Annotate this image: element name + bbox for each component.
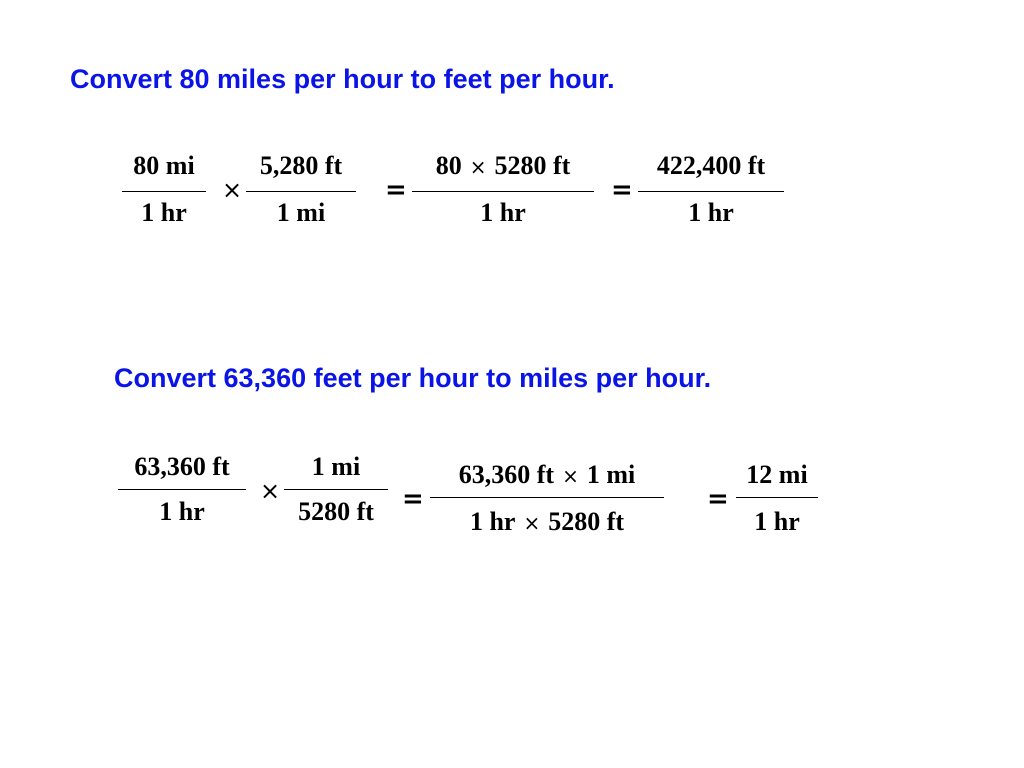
p2-frac1-denominator: 1 hr <box>159 497 205 526</box>
p1-frac1-bar <box>122 191 206 192</box>
p1-frac2-numerator: 5,280 ft <box>259 151 343 180</box>
p1-frac4-numerator: 422,400 ft <box>656 151 766 180</box>
p1-equals-sign-1: = <box>385 175 407 205</box>
p1-fraction-result <box>638 151 784 233</box>
p1-multiply-sign: × <box>222 176 243 204</box>
p2-frac3-num-times-sign: × <box>562 464 579 488</box>
p1-frac3-times-sign: × <box>469 155 487 179</box>
p1-frac2-bar <box>246 191 356 192</box>
p2-frac2-denominator: 5280 ft <box>298 497 374 526</box>
problem1-heading: Convert 80 miles per hour to feet per hour. <box>70 64 615 94</box>
p2-frac2-bar <box>284 489 388 490</box>
p1-frac3-denominator: 1 hr <box>480 198 526 227</box>
p1-frac3-bar <box>412 191 594 192</box>
p2-frac3-denominator <box>430 507 664 538</box>
p2-fraction-result <box>736 460 818 542</box>
p1-frac1-numerator: 80 mi <box>133 151 195 180</box>
p2-equals-sign-2: = <box>707 484 729 514</box>
p2-frac3-bar <box>430 497 664 498</box>
p2-frac3-num-factor-a: 63,360 ft <box>458 460 555 489</box>
p2-fraction-miles-per-feet <box>284 452 388 534</box>
p2-frac4-bar <box>736 497 818 498</box>
p1-frac1-denominator: 1 hr <box>141 198 187 227</box>
problem2-heading: Convert 63,360 feet per hour to miles per hour. <box>114 363 712 393</box>
p2-frac3-den-factor-b: 5280 ft <box>548 507 625 536</box>
p2-fraction-feet-per-hour <box>118 452 246 534</box>
p1-frac3-factor-b: 5280 ft <box>494 151 571 180</box>
p1-fraction-miles-per-hour <box>122 151 206 233</box>
p1-frac2-denominator: 1 mi <box>276 198 326 227</box>
p1-fraction-feet-per-mile <box>246 151 356 233</box>
p2-frac3-num-factor-b: 1 mi <box>586 460 636 489</box>
p2-frac4-denominator: 1 hr <box>754 507 800 536</box>
p1-frac3-numerator <box>412 151 594 182</box>
p2-equals-sign-1: = <box>402 484 424 514</box>
p1-frac4-bar <box>638 191 784 192</box>
p2-fraction-product <box>430 460 664 542</box>
p1-fraction-product <box>412 151 594 233</box>
p2-frac1-numerator: 63,360 ft <box>134 452 230 481</box>
p1-frac3-factor-a: 80 <box>435 151 462 180</box>
p2-frac3-den-times-sign: × <box>523 511 541 535</box>
p2-multiply-sign: × <box>260 477 281 505</box>
p2-frac4-numerator: 12 mi <box>746 460 808 489</box>
p2-frac3-numerator <box>430 460 664 491</box>
p2-frac1-bar <box>118 489 246 490</box>
p1-frac4-denominator: 1 hr <box>688 198 734 227</box>
p1-equals-sign-2: = <box>611 175 633 205</box>
p2-frac3-den-factor-a: 1 hr <box>469 507 516 536</box>
p2-frac2-numerator: 1 mi <box>311 452 361 481</box>
